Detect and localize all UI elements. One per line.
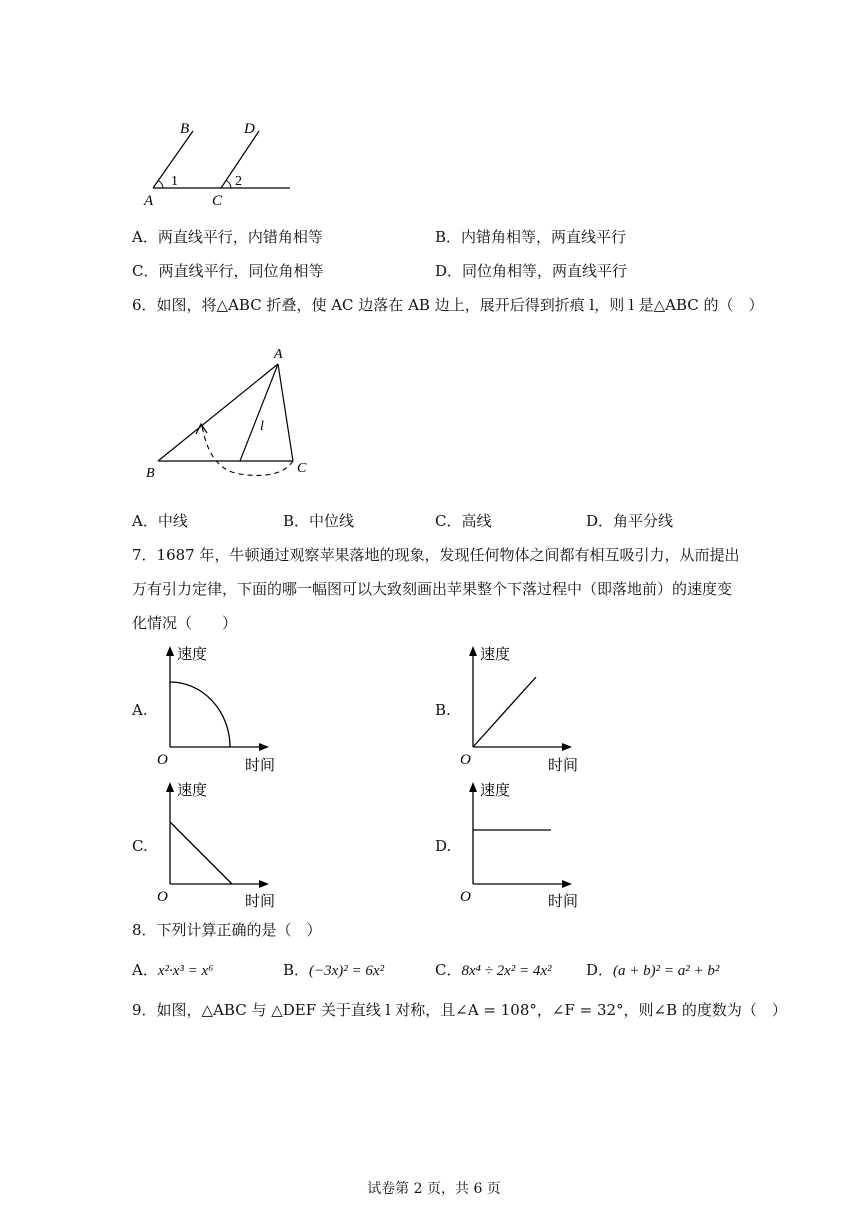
q8-option-d-expr: (a + b)² = a² + b² <box>613 963 720 979</box>
speed-curve <box>170 682 230 747</box>
q8-option-a-expr: x²·x³ = x⁶ <box>157 963 214 979</box>
q5-option-b: B．内错角相等，两直线平行 <box>435 228 627 246</box>
q9-stem: 9．如图，△ABC 与 △DEF 关于直线 l 对称，且∠A = 108°，∠F = 32°，则∠B 的度数为（ ） <box>132 1001 787 1019</box>
q6-option-b: B．中位线 <box>283 512 355 530</box>
origin-label: O <box>460 752 471 768</box>
y-axis-label: 速度 <box>480 781 511 799</box>
label-C: C <box>212 193 223 209</box>
side-ab <box>158 364 278 461</box>
label-D: D <box>244 121 255 137</box>
q8-option-c-expr: 8x⁴ ÷ 2x² = 4x² <box>461 963 552 979</box>
q8-option-a <box>132 960 213 981</box>
label-B: B <box>146 466 155 481</box>
label-A: A <box>144 193 154 209</box>
q8-stem: 8．下列计算正确的是（ ） <box>132 921 322 939</box>
q5-option-c: C．两直线平行，同位角相等 <box>132 262 324 280</box>
q8-option-a-label: A． <box>132 961 158 979</box>
crease-l <box>240 364 278 461</box>
x-axis-label: 时间 <box>548 892 579 910</box>
q7-graph-a <box>155 642 285 777</box>
q8-option-c-label: C． <box>435 961 462 979</box>
speed-line <box>170 822 232 884</box>
q7-option-d-label: D. <box>435 837 452 855</box>
label-angle1: 1 <box>171 174 178 189</box>
q6-option-d: D．角平分线 <box>586 512 674 530</box>
q7-graph-d <box>458 778 588 913</box>
x-axis-label: 时间 <box>245 756 276 774</box>
label-angle2: 2 <box>235 174 242 189</box>
q6-option-c: C．高线 <box>435 512 492 530</box>
side-ac <box>278 364 293 461</box>
page-footer: 试卷第 2 页，共 6 页 <box>367 1181 501 1197</box>
q6-figure <box>140 340 320 485</box>
x-axis-label: 时间 <box>548 756 579 774</box>
q7-stem-line2: 万有引力定律，下面的哪一幅图可以大致刻画出苹果整个下落过程中（即落地前）的速度变 <box>132 580 733 598</box>
q8-option-d-label: D． <box>586 961 614 979</box>
q7-graph-b <box>458 642 588 777</box>
q7-option-b-label: B. <box>435 701 451 719</box>
y-axis-label: 速度 <box>480 645 511 663</box>
q7-stem-line3: 化情况（ ） <box>132 614 238 632</box>
q8-option-c <box>435 960 552 981</box>
q5-option-d: D．同位角相等，两直线平行 <box>435 262 628 280</box>
speed-line <box>473 677 536 747</box>
q5-figure <box>135 115 305 210</box>
angle-1-arc <box>159 181 164 189</box>
q8-option-d <box>586 960 719 981</box>
q6-option-a: A．中线 <box>132 512 188 530</box>
q7-graph-c <box>155 778 285 913</box>
origin-label: O <box>460 889 471 905</box>
fold-arc <box>202 426 293 475</box>
angle-2-arc <box>227 181 232 189</box>
q7-option-a-label: A. <box>132 701 148 719</box>
y-axis-label: 速度 <box>177 781 208 799</box>
q7-stem-line1: 7．1687 年，牛顿通过观察苹果落地的现象，发现任何物体之间都有相互吸引力，从而提出 <box>132 546 740 564</box>
label-C: C <box>297 461 307 476</box>
q7-option-c-label: C. <box>132 837 148 855</box>
q5-option-a: A．两直线平行，内错角相等 <box>132 228 323 246</box>
q8-option-b-label: B． <box>283 961 310 979</box>
x-axis-label: 时间 <box>245 892 276 910</box>
q8-option-b <box>283 960 384 981</box>
origin-label: O <box>157 752 168 768</box>
q6-stem: 6．如图，将△ABC 折叠，使 AC 边落在 AB 边上，展开后得到折痕 l，则 l 是△ABC 的（ ） <box>132 296 764 314</box>
q8-option-b-expr: (−3x)² = 6x² <box>309 963 385 979</box>
y-axis-label: 速度 <box>177 645 208 663</box>
label-A: A <box>274 347 283 362</box>
origin-label: O <box>157 889 168 905</box>
label-B: B <box>180 121 190 137</box>
label-l: l <box>260 419 264 434</box>
